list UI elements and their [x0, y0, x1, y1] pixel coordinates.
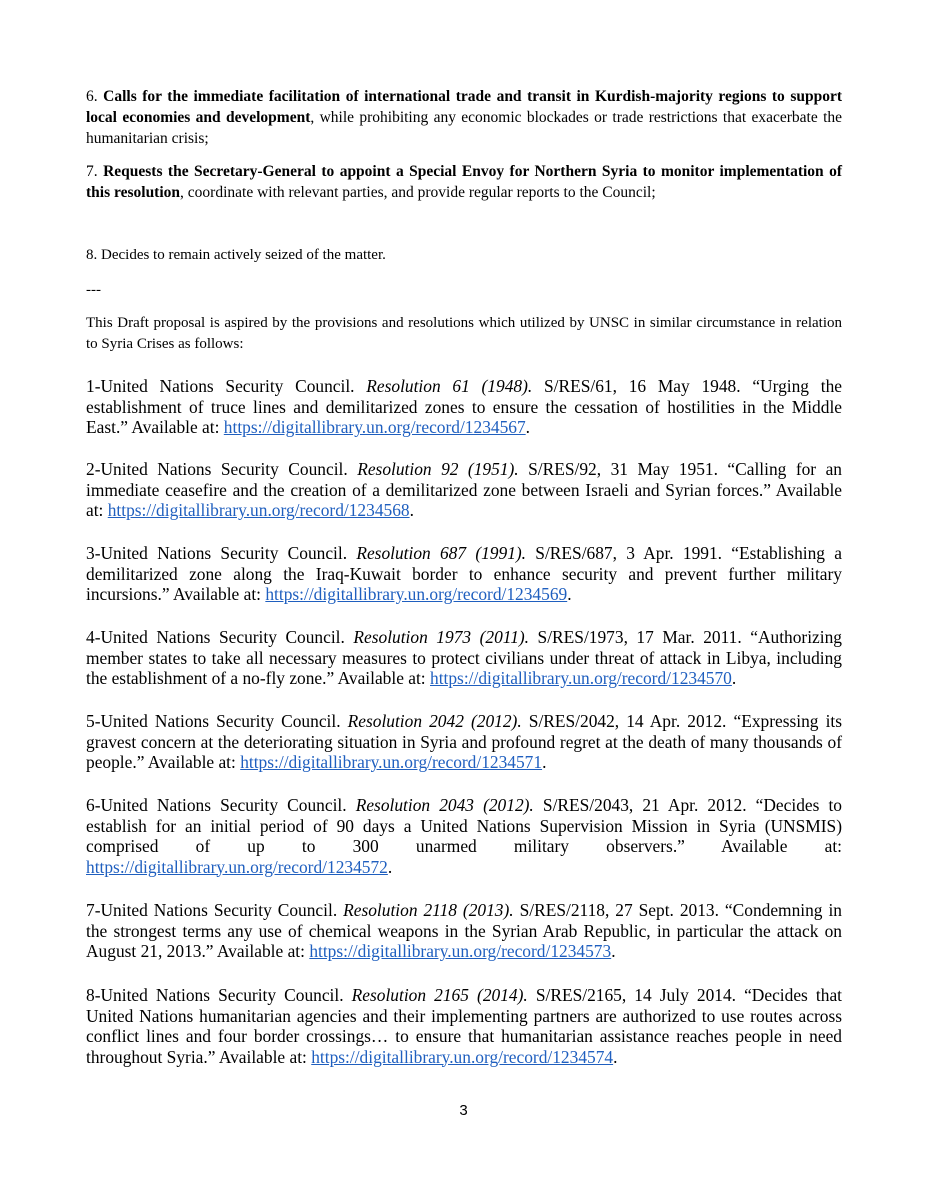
- clause-number: 6.: [86, 88, 98, 105]
- reference-title: Resolution 2042 (2012).: [347, 711, 522, 731]
- reference-2: [86, 459, 842, 521]
- clause-7: [86, 161, 842, 203]
- reference-8: [86, 985, 842, 1067]
- reference-prefix: 5-United Nations Security Council.: [86, 711, 348, 731]
- reference-body: S/RES/1973, 17 Mar. 2011. “Authorizing member states to take all necessary measures to protect civilians under threat of attack in Libya, including the establishment of a no-fly zone.” Available at:: [86, 627, 842, 688]
- reference-link[interactable]: https://digitallibrary.un.org/record/1234573: [309, 941, 612, 961]
- reference-3: [86, 543, 842, 605]
- reference-end: .: [731, 668, 737, 688]
- reference-link[interactable]: https://digitallibrary.un.org/record/1234571: [240, 752, 543, 772]
- reference-title: Resolution 61 (1948).: [366, 376, 533, 396]
- reference-end: .: [611, 941, 616, 961]
- clause-text: , coordinate with relevant parties, and provide regular reports to the Council;: [180, 184, 656, 201]
- clause-bold-text: Requests the Secretary-General to appoint a Special Envoy for Northern Syria to monitor implementation of this resolution: [86, 163, 843, 201]
- reference-body: S/RES/687, 3 Apr. 1991. “Establishing a demilitarized zone along the Iraq-Kuwait border to enhance security and prevent further military incursions.” Available at:: [86, 543, 842, 604]
- intro-paragraph: This Draft proposal is aspired by the provisions and resolutions which utilized by UNSC in similar circumstance in relation to Syria Crises as follows:: [86, 315, 842, 352]
- reference-body: S/RES/2043, 21 Apr. 2012. “Decides to establish for an initial period of 90 days a United Nations Supervision Mission in Syria (UNSMIS) comprised of up to 300 unarmed military observers.” Available at:: [86, 795, 843, 856]
- reference-4: [86, 627, 842, 689]
- clause-8: 8. Decides to remain actively seized of the matter.: [86, 247, 386, 263]
- reference-7: [86, 900, 842, 962]
- reference-prefix: 2-United Nations Security Council.: [86, 459, 358, 479]
- clause-number: 7.: [86, 163, 98, 180]
- reference-prefix: 4-United Nations Security Council.: [86, 627, 354, 647]
- reference-body: S/RES/61, 16 May 1948. “Urging the establishment of truce lines and demilitarized zones to ensure the cessation of hostilities in the Middle East.” Available at:: [86, 376, 842, 437]
- reference-end: .: [542, 752, 547, 772]
- reference-1: [86, 376, 842, 438]
- reference-prefix: 8-United Nations Security Council.: [86, 985, 352, 1005]
- reference-prefix: 7-United Nations Security Council.: [86, 900, 344, 920]
- clause-text: , while prohibiting any economic blockades or trade restrictions that exacerbate the humanitarian crisis;: [86, 109, 843, 147]
- reference-end: .: [387, 856, 393, 877]
- reference-end: .: [525, 417, 531, 437]
- reference-prefix: 6-United Nations Security Council.: [86, 795, 356, 815]
- page-number: 3: [459, 1102, 468, 1119]
- reference-link[interactable]: https://digitallibrary.un.org/record/1234574: [311, 1046, 614, 1067]
- reference-title: Resolution 687 (1991).: [356, 543, 527, 563]
- reference-link[interactable]: https://digitallibrary.un.org/record/1234572: [86, 856, 388, 877]
- reference-end: .: [567, 584, 572, 604]
- reference-body: S/RES/2118, 27 Sept. 2013. “Condemning in the strongest terms any use of chemical weapons in the Syrian Arab Republic, in particular the attack on August 21, 2013.” Available at:: [86, 900, 842, 961]
- reference-body: S/RES/2042, 14 Apr. 2012. “Expressing its gravest concern at the deteriorating situation in Syria and profound regret at the death of many thousands of people.” Available at:: [86, 711, 843, 772]
- reference-link[interactable]: https://digitallibrary.un.org/record/1234569: [265, 584, 568, 604]
- reference-end: .: [409, 500, 414, 520]
- clause-bold-text: Calls for the immediate facilitation of international trade and transit in Kurdish-majority regions to support local economies and development: [86, 88, 842, 126]
- reference-end: .: [613, 1046, 618, 1067]
- reference-title: Resolution 2165 (2014).: [351, 985, 528, 1005]
- reference-title: Resolution 1973 (2011).: [353, 627, 530, 647]
- separator: ---: [86, 282, 101, 298]
- reference-title: Resolution 92 (1951).: [357, 459, 519, 479]
- reference-5: [86, 711, 842, 773]
- reference-body: S/RES/2165, 14 July 2014. “Decides that United Nations humanitarian agencies and their implementing partners are authorized to use routes across conflict lines and four border crossings… to ensure that humanitarian assistance reaches people in need throughout Syria.” Available at:: [86, 985, 842, 1067]
- reference-link[interactable]: https://digitallibrary.un.org/record/1234570: [430, 668, 732, 688]
- reference-title: Resolution 2043 (2012).: [355, 795, 534, 815]
- reference-prefix: 1-United Nations Security Council.: [86, 376, 367, 396]
- reference-6: [86, 795, 842, 877]
- reference-link[interactable]: https://digitallibrary.un.org/record/1234567: [223, 417, 526, 437]
- reference-body: S/RES/92, 31 May 1951. “Calling for an immediate ceasefire and the creation of a demilitarized zone between Israeli and Syrian forces.” Available at:: [86, 459, 842, 520]
- reference-prefix: 3-United Nations Security Council.: [86, 543, 357, 563]
- reference-link[interactable]: https://digitallibrary.un.org/record/1234568: [107, 500, 410, 520]
- reference-title: Resolution 2118 (2013).: [343, 900, 514, 920]
- clause-6: [86, 86, 842, 149]
